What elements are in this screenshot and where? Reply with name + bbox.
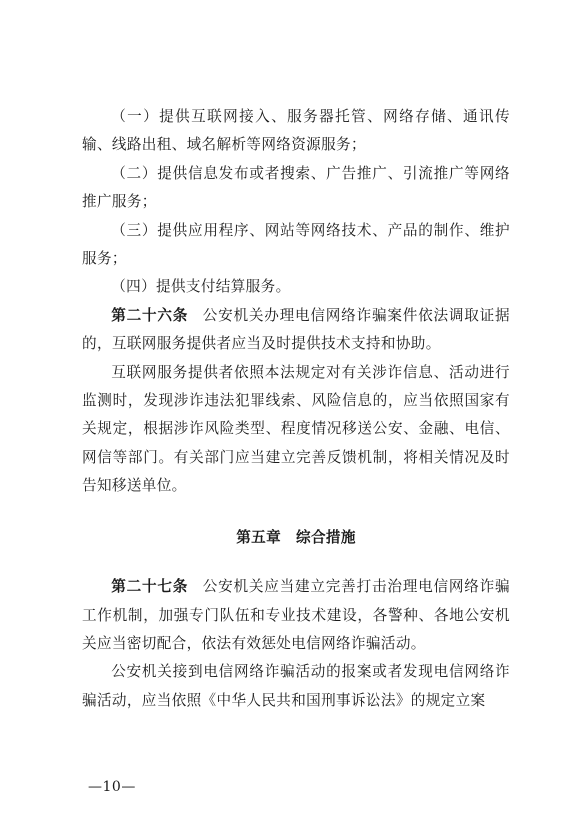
chapter-title: 第五章 综合措施 [236,528,356,546]
article-26-text: 公安机关办理电信网络诈骗案件依法调取证据的，互联网服务提供者应当及时提供技术支持和协助。 [82,306,510,353]
list-item-3: （三）提供应用程序、网站等网络技术、产品的制作、维护服务； [82,221,510,268]
page-body [82,103,510,715]
list-item-4: （四）提供支付结算服务。 [111,278,291,296]
article-26-heading: 第二十六条 [111,306,189,324]
article-27 [82,573,510,658]
list-item-2: （二）提供信息发布或者搜索、广告推广、引流推广等网络推广服务； [82,164,510,211]
article-26 [82,302,510,359]
page-number: —10— [88,779,136,795]
article-27-text: 公安机关应当建立完善打击治理电信网络诈骗工作机制，加强专门队伍和专业技术建设，各警种、各地公安机关应当密切配合，依法有效惩处电信网络诈骗活动。 [82,578,510,652]
list-item-1: （一）提供互联网接入、服务器托管、网络存储、通讯传输、线路出租、域名解析等网络资源服务； [82,108,510,154]
article-27-paragraph-2: 公安机关接到电信网络诈骗活动的报案或者发现电信网络诈骗活动，应当依照《中华人民共和国刑事诉讼法》的规定立案 [82,663,510,709]
article-26-paragraph-2: 互联网服务提供者依照本法规定对有关涉诈信息、活动进行监测时，发现涉诈违法犯罪线索、风险信息的，应当依照国家有关规定，根据涉诈风险类型、程度情况移送公安、金融、电信、网信等部门。有关部门应当建立完善反馈机制，将相关情况及时告知移送单位。 [82,363,510,495]
article-27-heading: 第二十七条 [111,578,189,596]
